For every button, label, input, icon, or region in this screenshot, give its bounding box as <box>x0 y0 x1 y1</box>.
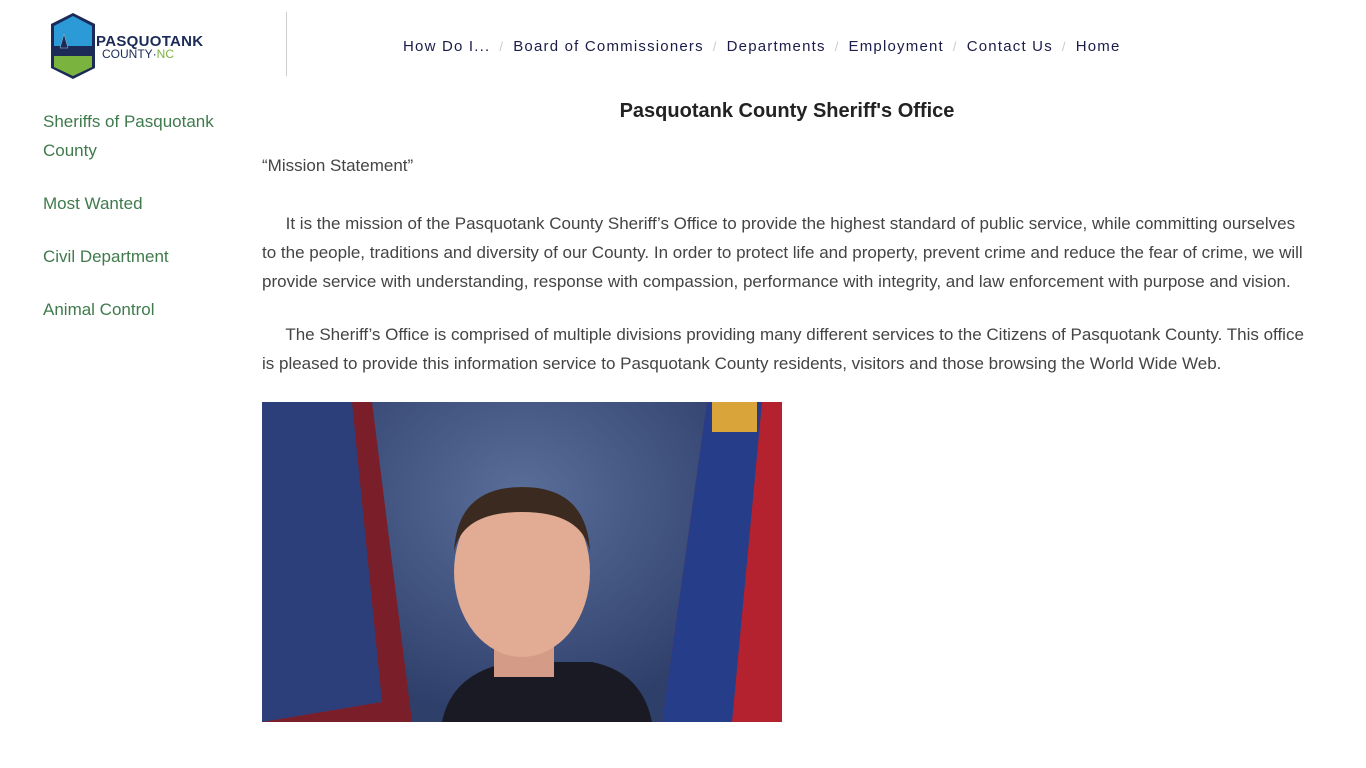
nav-employment[interactable]: Employment <box>848 38 944 55</box>
sidebar-item-animal-control[interactable]: Animal Control <box>43 300 155 319</box>
main-nav <box>403 38 1121 55</box>
page-title: Pasquotank County Sheriff's Office <box>619 100 955 122</box>
nav-separator: / <box>834 39 840 54</box>
nav-board-of-commissioners[interactable]: Board of Commissioners <box>513 38 704 55</box>
nav-separator: / <box>952 39 958 54</box>
nav-separator: / <box>499 39 505 54</box>
main-content <box>262 96 1312 722</box>
divisions-paragraph: The Sheriff’s Office is comprised of multiple divisions providing many different services to the Citizens of Pasquotank County. This office is pleased to provide this information service to Pasquotank County residents, visitors and those browsing the World Wide Web. <box>262 325 1304 373</box>
mission-label: “Mission Statement” <box>262 156 414 175</box>
nav-contact-us[interactable]: Contact Us <box>966 38 1053 55</box>
sidebar-item-civil-department[interactable]: Civil Department <box>43 247 169 266</box>
nav-separator: / <box>712 39 718 54</box>
nav-home[interactable]: Home <box>1075 38 1121 55</box>
sheriff-photo <box>262 402 782 722</box>
sidebar <box>43 107 243 348</box>
nav-how-do-i[interactable]: How Do I... <box>403 38 491 55</box>
sidebar-item-sheriffs[interactable]: Sheriffs of Pasquotank County <box>43 112 214 160</box>
sidebar-item-most-wanted[interactable]: Most Wanted <box>43 194 143 213</box>
mission-paragraph: It is the mission of the Pasquotank County Sheriff’s Office to provide the highest standard of public service, while committing ourselves to the people, traditions and diversity of our County. In order to protect life and property, prevent crime and reduce the fear of crime, we will provide service with understanding, response with compassion, performance with integrity, and law enforcement with purpose and vision. <box>262 214 1303 291</box>
nav-separator: / <box>1061 39 1067 54</box>
logo-subtitle: COUNTY·NC <box>102 47 175 61</box>
nav-departments[interactable]: Departments <box>726 38 826 55</box>
logo-title: PASQUOTANK <box>96 33 204 50</box>
header-divider <box>286 12 287 76</box>
county-logo[interactable] <box>50 12 210 80</box>
sheriff-portrait-image <box>262 402 782 722</box>
county-shield-icon <box>50 12 96 80</box>
